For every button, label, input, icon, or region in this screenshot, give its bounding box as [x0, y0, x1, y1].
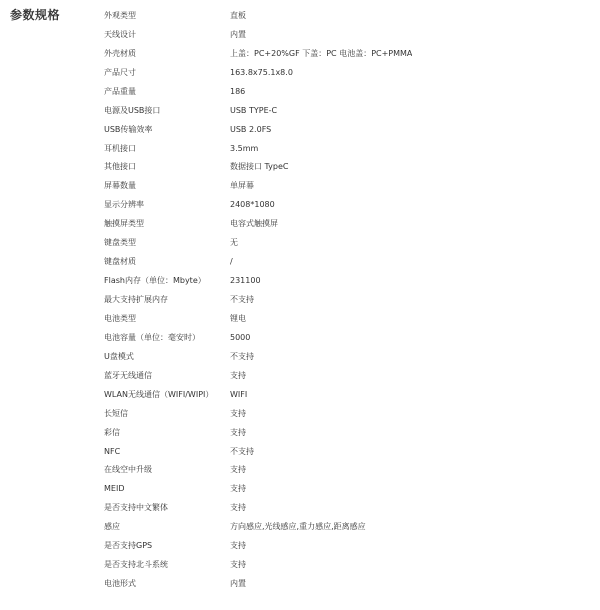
spec-value: 不支持: [230, 295, 254, 305]
spec-row: [104, 517, 584, 536]
spec-row: [104, 328, 584, 347]
spec-value: 数据接口 TypeC: [230, 162, 289, 172]
spec-row: [104, 536, 584, 555]
spec-row: [104, 404, 584, 423]
spec-row: [104, 366, 584, 385]
spec-value: 上盖：PC+20%GF 下盖：PC 电池盖：PC+PMMA: [230, 48, 413, 58]
spec-key: 电源及USB接口: [104, 105, 161, 115]
spec-value: 不支持: [230, 351, 254, 361]
spec-key: 最大支持扩展内存: [104, 295, 168, 305]
spec-key: U盘模式: [104, 351, 134, 361]
spec-key: 键盘类型: [104, 238, 136, 248]
spec-value: 3.5mm: [230, 143, 259, 153]
spec-row: [104, 25, 584, 44]
spec-value: 163.8x75.1x8.0: [230, 67, 293, 77]
spec-key: 感应: [104, 522, 120, 532]
spec-row: [104, 233, 584, 252]
spec-key: 外观类型: [104, 10, 136, 20]
spec-row: [104, 461, 584, 480]
spec-table: [104, 6, 584, 593]
spec-row: [104, 101, 584, 120]
section-title: 参数规格: [10, 8, 61, 22]
spec-row: [104, 479, 584, 498]
spec-value: 内置: [230, 29, 246, 39]
spec-value: 支持: [230, 560, 246, 570]
spec-key: 键盘材质: [104, 257, 136, 267]
spec-value: USB TYPE-C: [230, 105, 278, 115]
spec-key: USB传输效率: [104, 124, 153, 134]
spec-value: 支持: [230, 503, 246, 513]
spec-value: 支持: [230, 541, 246, 551]
spec-key: 蓝牙无线通信: [104, 370, 152, 380]
spec-key: NFC: [104, 446, 121, 456]
spec-row: [104, 120, 584, 139]
spec-value: 支持: [230, 370, 246, 380]
spec-key: 产品尺寸: [104, 67, 136, 77]
spec-value: USB 2.0FS: [230, 124, 272, 134]
spec-row: [104, 309, 584, 328]
spec-key: WLAN无线通信（WIFI/WIPI）: [104, 389, 214, 399]
spec-row: [104, 423, 584, 442]
spec-row: [104, 44, 584, 63]
spec-key: 其他接口: [104, 162, 136, 172]
spec-key: 产品重量: [104, 86, 136, 96]
spec-row: [104, 6, 584, 25]
spec-value: /: [230, 257, 233, 267]
spec-key: 是否支持中文繁体: [104, 503, 168, 513]
spec-key: 长短信: [104, 408, 128, 418]
spec-key: MEID: [104, 484, 125, 494]
spec-key: 外壳材质: [104, 48, 136, 58]
spec-key: Flash内存（单位：Mbyte）: [104, 276, 206, 286]
spec-value: 直板: [230, 10, 246, 20]
spec-value: 5000: [230, 332, 251, 342]
spec-row: [104, 290, 584, 309]
spec-row: [104, 574, 584, 593]
spec-row: [104, 442, 584, 461]
spec-row: [104, 158, 584, 177]
spec-key: 触摸屏类型: [104, 219, 144, 229]
spec-row: [104, 82, 584, 101]
spec-key: 耳机接口: [104, 143, 136, 153]
spec-row: [104, 176, 584, 195]
spec-key: 是否支持北斗系统: [104, 560, 168, 570]
spec-key: 电池形式: [104, 579, 136, 589]
spec-value: 方向感应,光线感应,重力感应,距离感应: [230, 522, 366, 532]
spec-value: 内置: [230, 579, 246, 589]
spec-row: [104, 195, 584, 214]
spec-row: [104, 347, 584, 366]
spec-row: [104, 498, 584, 517]
spec-row: [104, 385, 584, 404]
spec-key: 是否支持GPS: [104, 541, 153, 551]
spec-row: [104, 214, 584, 233]
spec-value: 支持: [230, 408, 246, 418]
spec-key: 天线设计: [104, 29, 136, 39]
spec-row: [104, 555, 584, 574]
spec-row: [104, 271, 584, 290]
spec-value: 不支持: [230, 446, 254, 456]
spec-value: 电容式触摸屏: [230, 219, 278, 229]
spec-value: 186: [230, 86, 246, 96]
spec-value: WIFI: [230, 389, 248, 399]
spec-key: 彩信: [104, 427, 120, 437]
spec-key: 电池容量（单位：毫安时）: [104, 332, 200, 342]
spec-value: 无: [230, 238, 238, 248]
spec-value: 231100: [230, 276, 261, 286]
spec-row: [104, 63, 584, 82]
spec-value: 支持: [230, 484, 246, 494]
spec-key: 屏幕数量: [104, 181, 136, 191]
spec-row: [104, 252, 584, 271]
spec-row: [104, 139, 584, 158]
spec-key: 显示分辨率: [104, 200, 144, 210]
spec-value: 支持: [230, 427, 246, 437]
spec-key: 在线空中升级: [104, 465, 152, 475]
spec-value: 支持: [230, 465, 246, 475]
spec-value: 2408*1080: [230, 200, 275, 210]
spec-value: 单屏幕: [230, 181, 254, 191]
spec-value: 锂电: [230, 313, 246, 323]
spec-key: 电池类型: [104, 313, 136, 323]
